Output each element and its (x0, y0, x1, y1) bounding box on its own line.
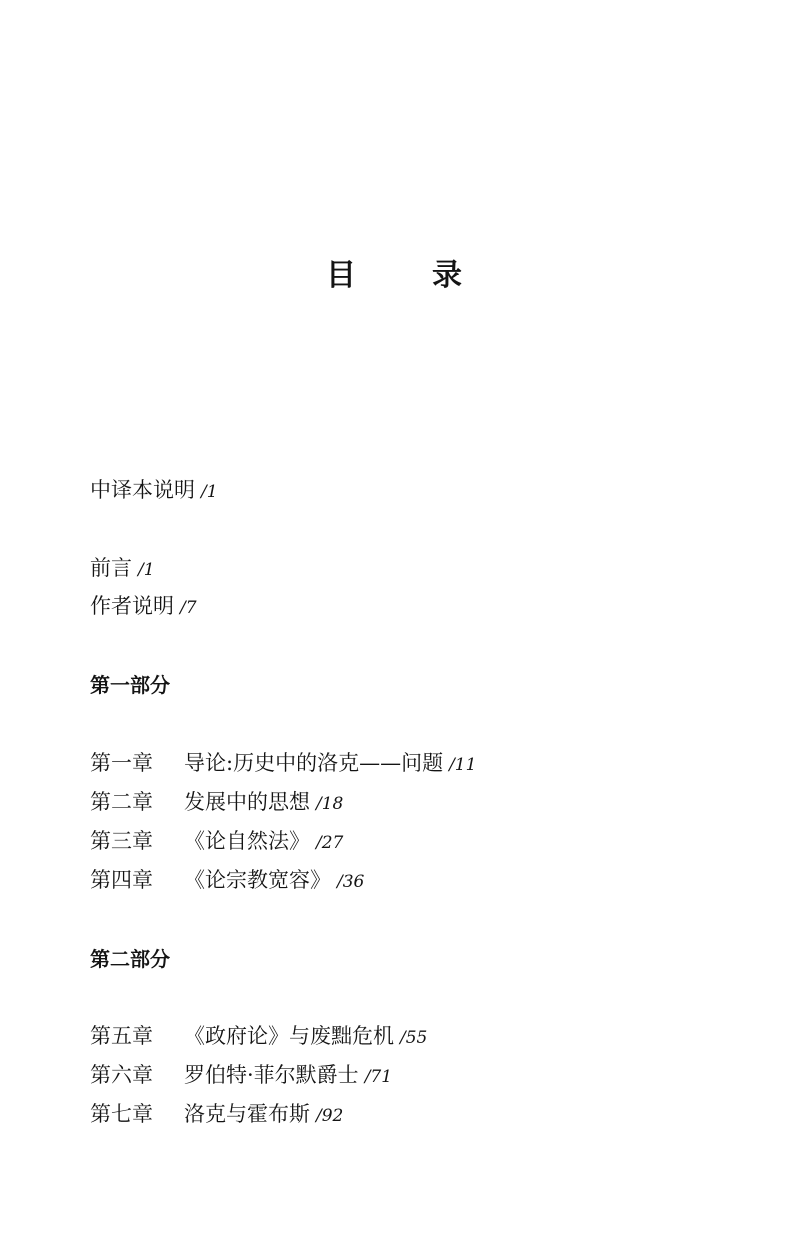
entry-page: /92 (316, 1106, 344, 1126)
toc-entry-author-note[interactable] (90, 592, 197, 622)
entry-label: 中译本说明 (90, 478, 195, 502)
toc-entry-chapter-6[interactable] (90, 1061, 392, 1091)
chapter-title: 导论:历史中的洛克——问题 (184, 751, 444, 775)
entry-page: /7 (180, 598, 197, 618)
entry-page: /11 (449, 755, 477, 775)
part-heading-2: 第二部分 (90, 947, 170, 971)
chapter-number: 第七章 (90, 1102, 153, 1126)
title-char-1: 目 (326, 258, 358, 293)
toc-entry-chapter-4[interactable] (90, 866, 364, 896)
entry-page: /27 (316, 833, 344, 853)
toc-entry-chapter-7[interactable] (90, 1100, 343, 1130)
entry-label: 前言 (90, 556, 132, 580)
entry-page: /18 (316, 794, 344, 814)
page-title (0, 250, 790, 294)
chapter-title: 罗伯特·菲尔默爵士 (184, 1063, 359, 1087)
chapter-title: 发展中的思想 (184, 790, 310, 814)
toc-entry-chapter-2[interactable] (90, 788, 343, 818)
toc-entry-translator-note[interactable] (90, 476, 218, 506)
chapter-number: 第一章 (90, 751, 153, 775)
entry-page: /1 (138, 560, 155, 580)
entry-page: /36 (337, 872, 365, 892)
chapter-number: 第二章 (90, 790, 153, 814)
chapter-number: 第五章 (90, 1024, 153, 1048)
toc-entry-chapter-5[interactable] (90, 1022, 427, 1052)
chapter-title: 《论宗教宽容》 (184, 868, 331, 892)
toc-entry-preface[interactable] (90, 554, 155, 584)
entry-page: /1 (201, 482, 218, 502)
entry-page: /71 (364, 1067, 393, 1087)
title-char-2: 录 (432, 258, 464, 293)
chapter-number: 第六章 (90, 1063, 153, 1087)
entry-page: /55 (400, 1028, 428, 1048)
chapter-title: 《论自然法》 (184, 829, 310, 853)
toc-entry-chapter-3[interactable] (90, 827, 343, 857)
chapter-title: 洛克与霍布斯 (184, 1102, 310, 1126)
part-heading-1: 第一部分 (90, 673, 170, 697)
toc-entry-chapter-1[interactable] (90, 749, 476, 779)
chapter-number: 第三章 (90, 829, 153, 853)
entry-label: 作者说明 (90, 594, 174, 618)
chapter-number: 第四章 (90, 868, 153, 892)
chapter-title: 《政府论》与废黜危机 (184, 1024, 394, 1048)
